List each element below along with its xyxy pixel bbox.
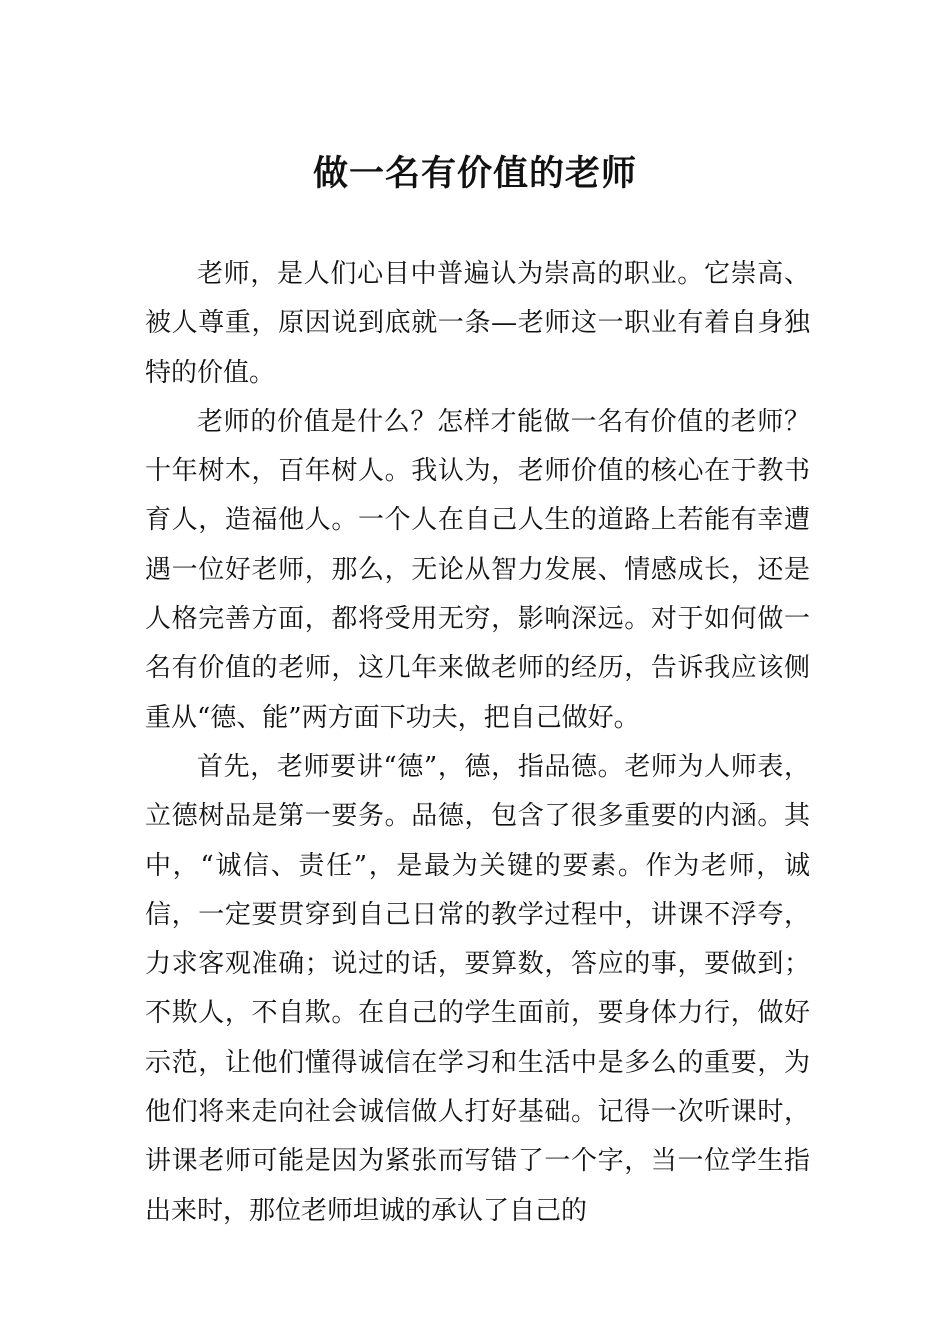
document-title: 做一名有价值的老师 bbox=[312, 154, 637, 194]
paragraph-3: 首先，老师要讲“德”，德，指品德。老师为人师表，立德树品是第一要务。品德，包含了很多重要的内涵。其中，“诚信、责任”，是最为关键的要素。作为老师，诚信，一定要贯穿到自己日常的教学过程中，讲课不浮夸，力求客观准确；说过的话，要算数，答应的事，要做到；不欺人，不自欺。在自己的学生面前，要身体力行，做好示范，让他们懂得诚信在学习和生活中是多么的重要，为他们将来走向社会诚信做人打好基础。记得一次听课时，讲课老师可能是因为紧张而写错了一个字，当一位学生指出来时，那位老师坦诚的承认了自己的 bbox=[145, 751, 810, 1226]
paragraph-2: 老师的价值是什么？怎样才能做一名有价值的老师？十年树木，百年树人。我认为，老师价值的核心在于教书育人，造福他人。一个人在自己人生的道路上若能有幸遭遇一位好老师，那么，无论从智力发展、情感成长，还是人格完善方面，都将受用无穷，影响深远。对于如何做一名有价值的老师，这几年来做老师的经历，告诉我应该侧重从“德、能”两方面下功夫，把自己做好。 bbox=[145, 406, 810, 733]
document-body bbox=[145, 250, 810, 1236]
paragraph-1: 老师，是人们心目中普遍认为崇高的职业。它崇高、被人尊重，原因说到底就一条—老师这一职业有着自身独特的价值。 bbox=[145, 259, 810, 388]
